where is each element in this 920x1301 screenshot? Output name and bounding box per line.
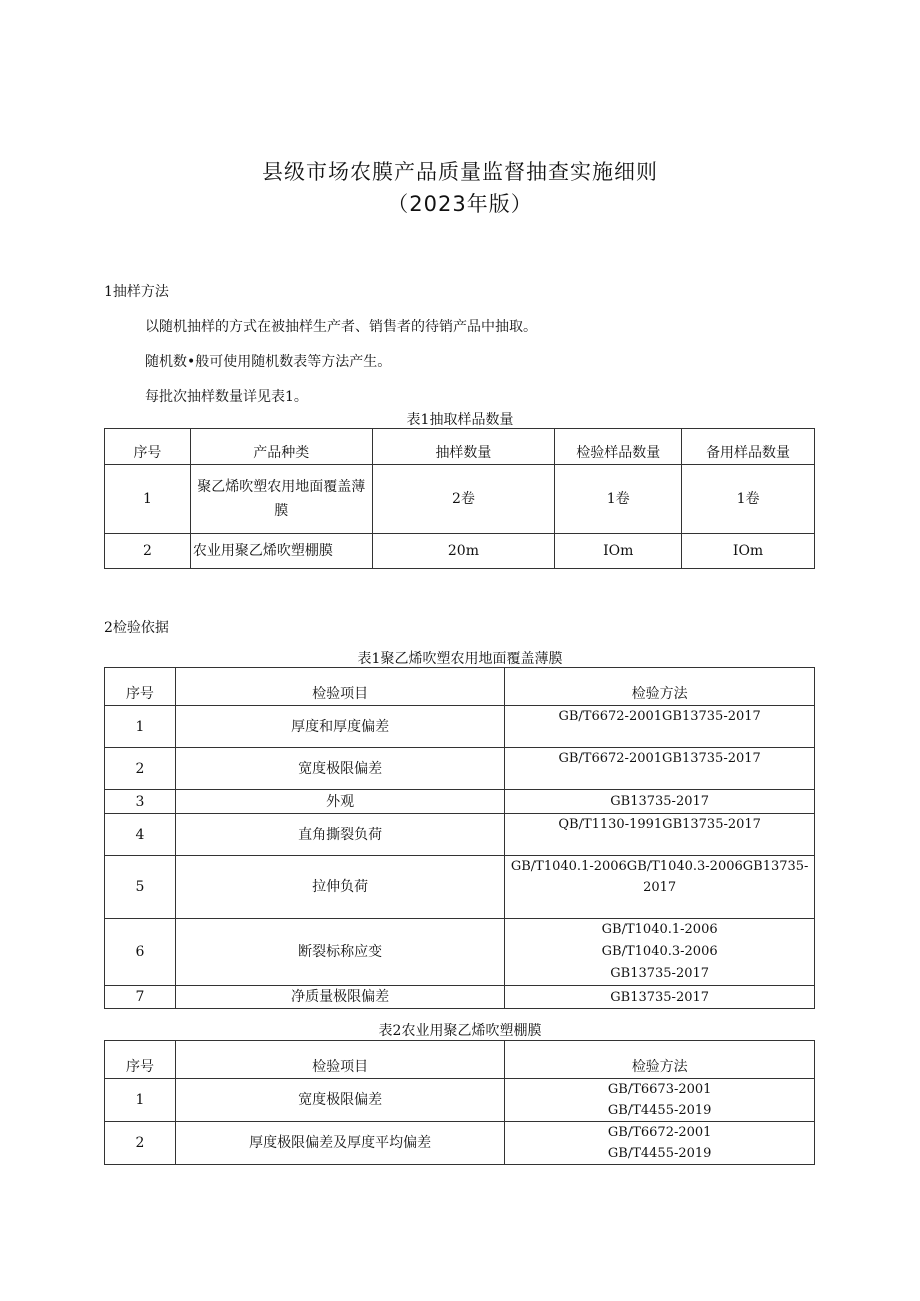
cell: 断裂标称应变 — [175, 919, 504, 986]
header-cell: 备用样品数量 — [682, 429, 815, 465]
paragraph: 随机数•般可使用随机数表等方法产生。 — [145, 354, 392, 370]
cell: 聚乙烯吹塑农用地面覆盖薄膜 — [190, 465, 372, 534]
header-cell: 序号 — [105, 429, 191, 465]
cell: GB/T6672-2001GB13735-2017 — [505, 706, 815, 748]
table-row — [105, 814, 815, 856]
method-line: GB/T4455-2019 — [607, 1103, 712, 1118]
cell: 1卷 — [555, 465, 682, 534]
cell: GB/T6672-2001GB13735-2017 — [505, 748, 815, 790]
method-line: GB/T1040.1-2006GB/T1040.3-2006GB13735- — [510, 859, 809, 874]
cell: IOm — [682, 534, 815, 569]
method-line: GB13735-2017 — [610, 966, 710, 981]
cell: 2 — [105, 748, 176, 790]
table-row — [105, 856, 815, 919]
cell: 1卷 — [682, 465, 815, 534]
header-cell: 序号 — [105, 668, 176, 706]
cell: 农业用聚乙烯吹塑棚膜 — [190, 534, 372, 569]
cell: 宽度极限偏差 — [175, 748, 504, 790]
cell: QB/T1130-1991GB13735-2017 — [505, 814, 815, 856]
header-cell: 检验样品数量 — [555, 429, 682, 465]
cell: 直角撕裂负荷 — [175, 814, 504, 856]
cell: 2卷 — [372, 465, 555, 534]
cell — [505, 1122, 815, 1165]
cell: 2 — [105, 534, 191, 569]
document-subtitle: （2023年版） — [387, 192, 533, 216]
table-caption: 表1聚乙烯吹塑农用地面覆盖薄膜 — [357, 651, 563, 667]
section-heading-basis: 2检验依据 — [104, 620, 169, 636]
cell: IOm — [555, 534, 682, 569]
table-caption: 表2农业用聚乙烯吹塑棚膜 — [378, 1023, 542, 1039]
table-row — [105, 534, 815, 569]
cell: 2 — [105, 1122, 176, 1165]
cell: 拉伸负荷 — [175, 856, 504, 919]
table-row — [105, 706, 815, 748]
table-row — [105, 919, 815, 986]
table-row — [105, 790, 815, 814]
header-cell: 序号 — [105, 1041, 176, 1079]
method-line: GB/T6672-2001 — [607, 1125, 712, 1140]
document-title: 县级市场农膜产品质量监督抽查实施细则 — [262, 160, 658, 184]
cell: GB13735-2017 — [505, 986, 815, 1009]
cell — [505, 919, 815, 986]
header-cell: 检验方法 — [505, 1041, 815, 1079]
method-line: GB/T1040.3-2006 — [601, 944, 718, 959]
cell: 5 — [105, 856, 176, 919]
cell: 20m — [372, 534, 555, 569]
cell — [505, 1079, 815, 1122]
table-row — [105, 1122, 815, 1165]
table-row — [105, 465, 815, 534]
paragraph: 每批次抽样数量详见表1。 — [145, 389, 308, 405]
header-cell: 检验项目 — [175, 668, 504, 706]
section-heading-sampling: 1抽样方法 — [104, 284, 169, 300]
cell: 6 — [105, 919, 176, 986]
header-cell: 检验方法 — [505, 668, 815, 706]
cell: 7 — [105, 986, 176, 1009]
method-line: GB/T6673-2001 — [607, 1082, 712, 1097]
cell: 1 — [105, 1079, 176, 1122]
table-caption: 表1抽取样品数量 — [406, 412, 514, 428]
cell: 外观 — [175, 790, 504, 814]
cell: 厚度和厚度偏差 — [175, 706, 504, 748]
header-cell: 抽样数量 — [372, 429, 555, 465]
cell: 厚度极限偏差及厚度平均偏差 — [175, 1122, 504, 1165]
cell: 1 — [105, 465, 191, 534]
paragraph: 以随机抽样的方式在被抽样生产者、销售者的待销产品中抽取。 — [145, 319, 537, 335]
table-row — [105, 748, 815, 790]
method-line: GB/T4455-2019 — [607, 1146, 712, 1161]
cell: 3 — [105, 790, 176, 814]
cell: 4 — [105, 814, 176, 856]
cell: 1 — [105, 706, 176, 748]
method-line: GB/T1040.1-2006 — [601, 922, 718, 937]
sample-quantity-table — [104, 428, 815, 569]
inspection-table-mulch-film — [104, 667, 815, 1009]
method-line: 2017 — [643, 880, 677, 895]
table-row — [105, 986, 815, 1009]
cell: GB13735-2017 — [505, 790, 815, 814]
inspection-table-greenhouse-film — [104, 1040, 815, 1165]
table-row — [105, 1079, 815, 1122]
cell: 宽度极限偏差 — [175, 1079, 504, 1122]
table-header-row — [105, 429, 815, 465]
cell: 净质量极限偏差 — [175, 986, 504, 1009]
header-cell: 产品种类 — [190, 429, 372, 465]
header-cell: 检验项目 — [175, 1041, 504, 1079]
cell — [505, 856, 815, 919]
